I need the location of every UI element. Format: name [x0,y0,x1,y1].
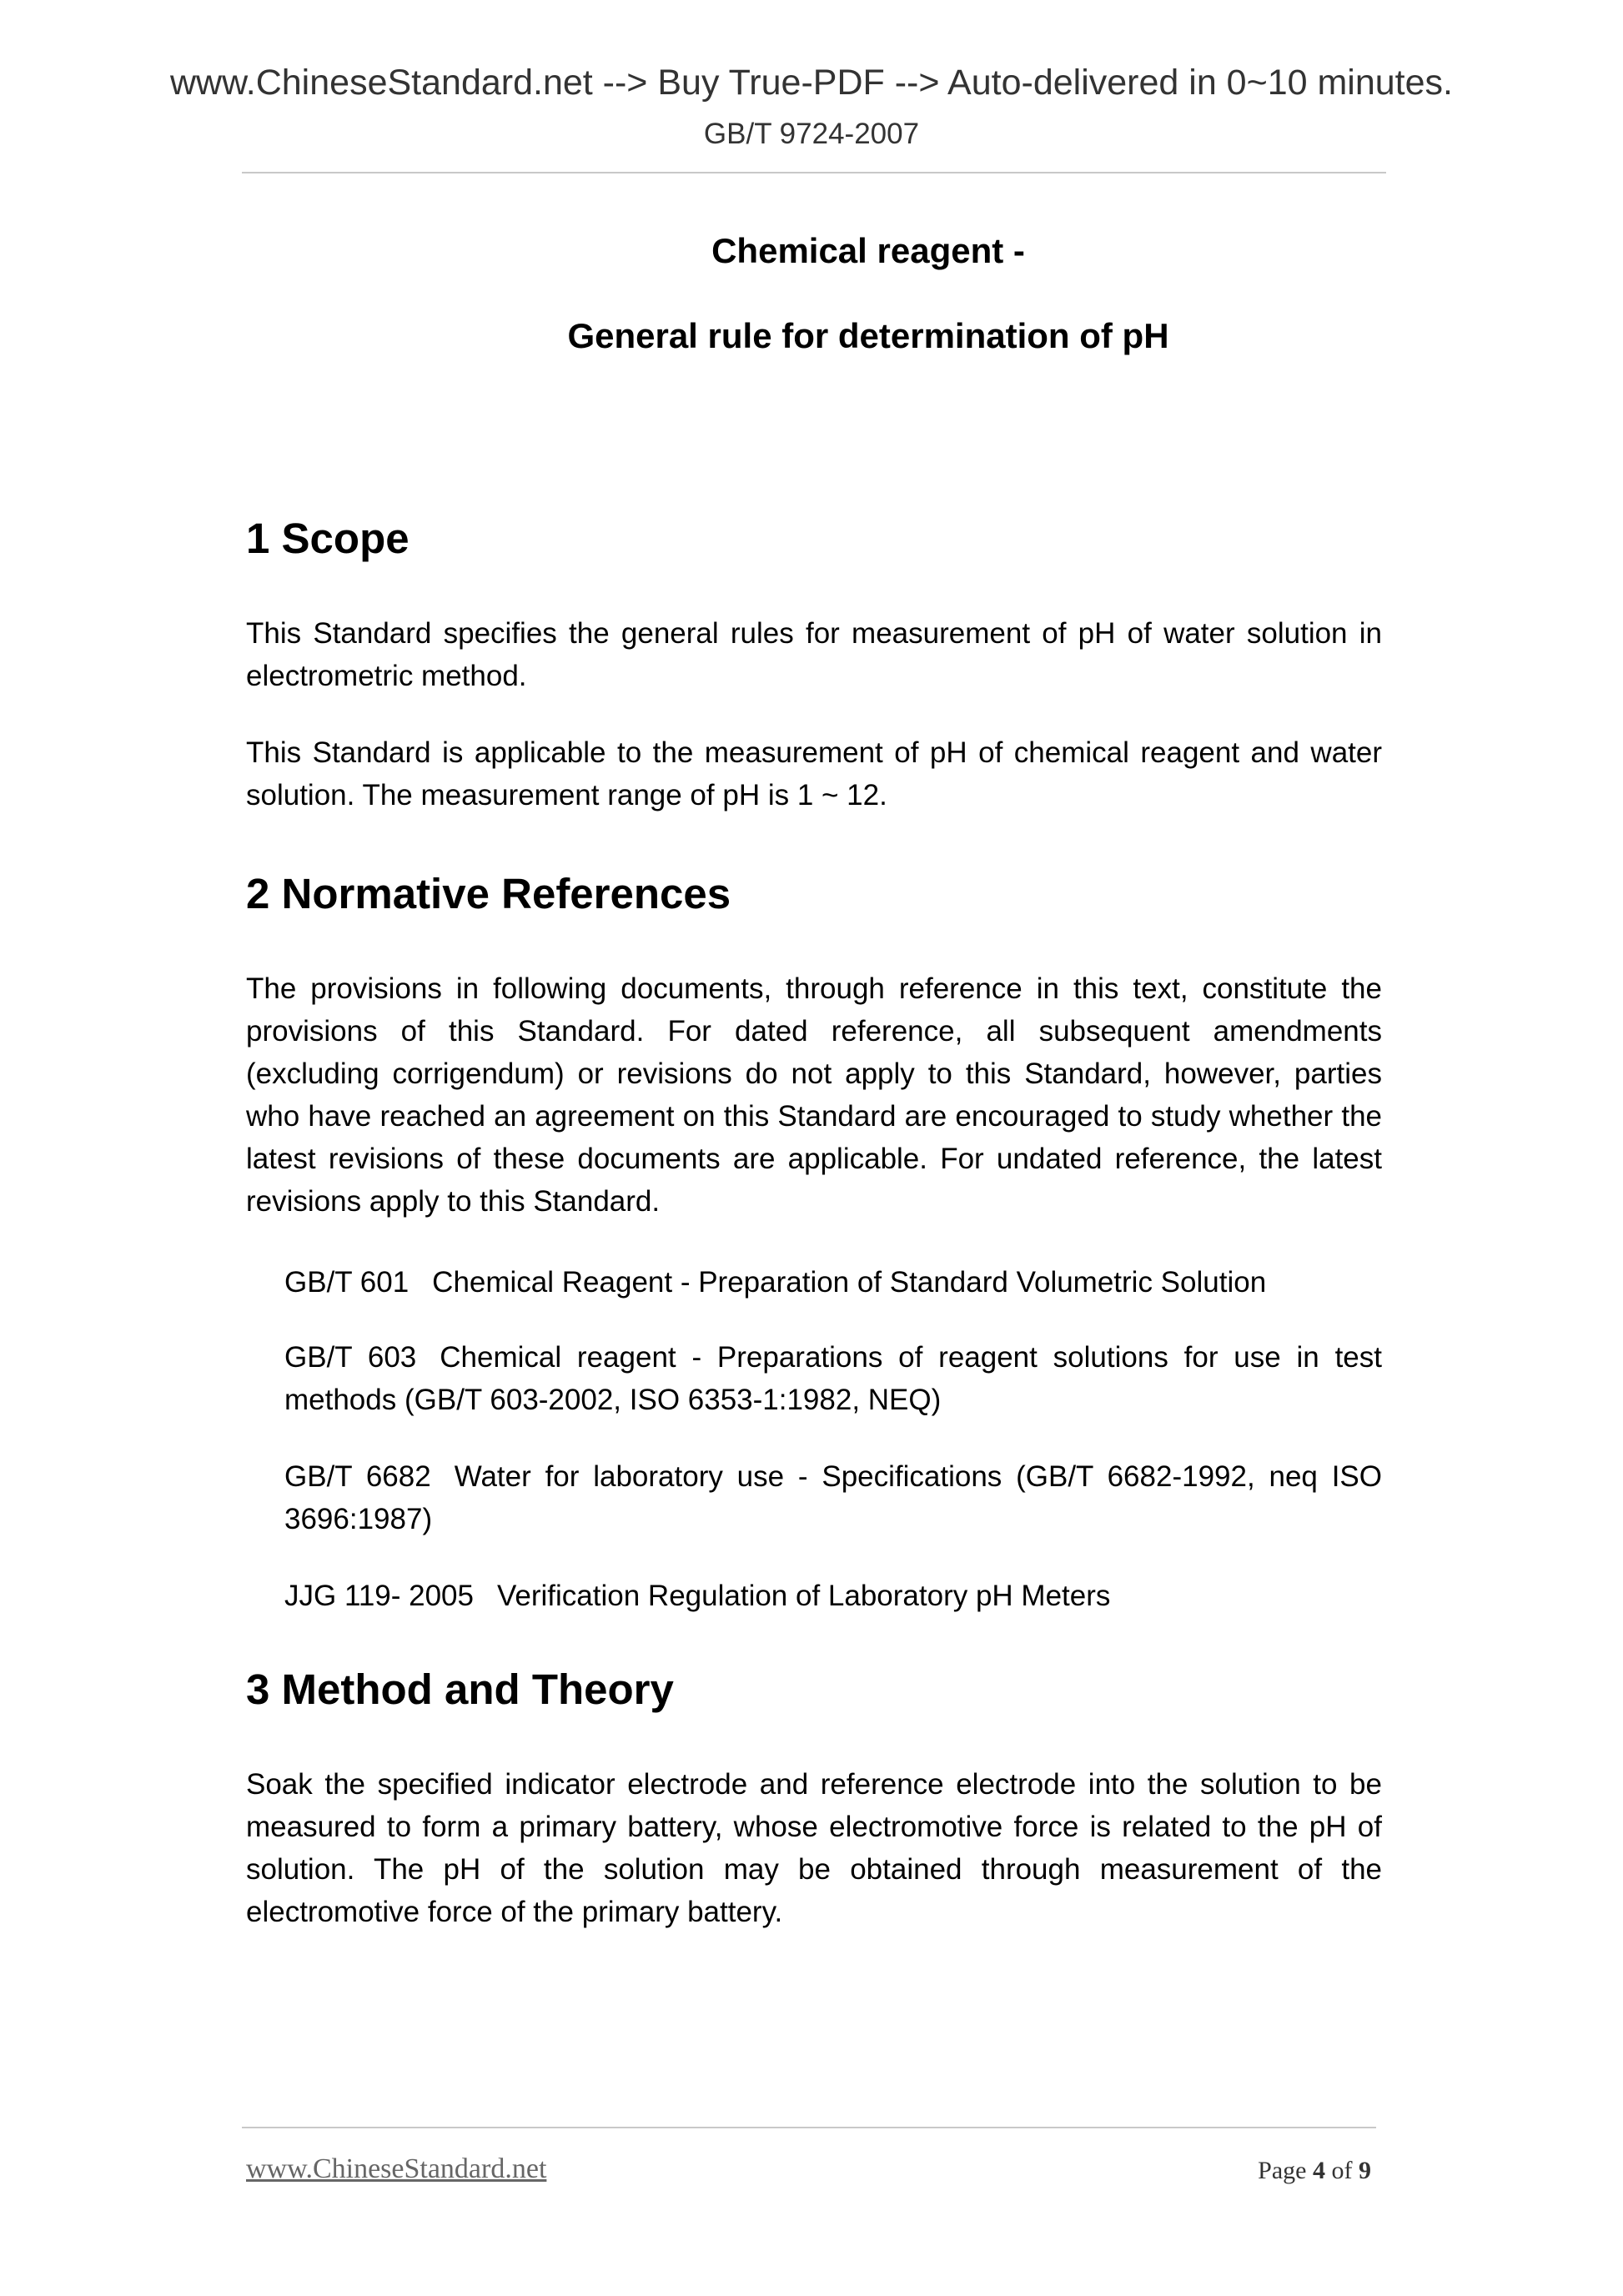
normative-paragraph: The provisions in following documents, through reference in this text, constitute the provisions of this Standard. For dated reference, all subsequent amendments (excluding corrigendum) or revisions do not apply to this Standard, however, parties who have reached an agreement on this Standard are encouraged to study whether the latest revisions of these documents are applicable. For undated reference, the latest revisions apply to this Standard. [246,972,1382,1218]
section-scope [246,517,1382,560]
scope-para-1-wrap [246,612,1382,697]
reference-code: GB/T 603 [284,1341,417,1374]
reference-code: JJG 119- 2005 [284,1580,474,1612]
scope-paragraph-2: This Standard is applicable to the measurement of pH of chemical reagent and water solution. The measurement range of pH is 1 ~ 12. [246,736,1382,811]
page-word: Page [1258,2157,1307,2184]
footer-divider [242,2127,1376,2128]
ref-item-4-wrap [246,1575,1382,1617]
section-normative [246,872,1382,915]
header-divider [242,172,1386,173]
reference-item [246,1455,1382,1540]
section-heading-normative: 2 Normative References [246,870,731,917]
standard-code: GB/T 9724-2007 [703,118,920,150]
method-paragraph: Soak the specified indicator electrode and reference electrode into the solution to be measured to form a primary battery, whose electromotive force is related to the pH of solution. The pH of the solution may be obtained through measurement of the electromotive force of the primary battery. [246,1768,1382,1928]
reference-title: Verification Regulation of Laboratory pH Meters [497,1580,1111,1612]
reference-code: GB/T 601 [284,1266,410,1299]
reference-code: GB/T 6682 [284,1460,431,1493]
section-method [246,1665,1382,1713]
reference-title: Water for laboratory use - Specifications (GB/T 6682-1992, neq ISO 3696:1987) [284,1460,1382,1535]
page-total: 9 [1359,2157,1371,2184]
ref-item-1-wrap [246,1261,1382,1304]
scope-para-2-wrap [246,731,1382,816]
reference-item [246,1575,1382,1617]
reference-item [246,1261,1382,1304]
ref-item-3-wrap [246,1455,1382,1540]
doc-title-line2: General rule for determination of pH [567,316,1169,355]
section-heading-scope: 1 Scope [246,515,410,562]
method-para-wrap [246,1763,1382,1933]
normative-para-wrap [246,967,1382,1223]
scope-paragraph-1: This Standard specifies the general rules for measurement of pH of water solution in electrometric method. [246,617,1382,692]
reference-title: Chemical reagent - Preparations of reagent solutions for use in test methods (GB/T 603-2002, ISO 6353-1:1982, NEQ) [284,1341,1382,1416]
section-heading-method: 3 Method and Theory [246,1665,674,1713]
reference-title: Chemical Reagent - Preparation of Standard Volumetric Solution [432,1266,1267,1299]
doc-title-line1: Chemical reagent - [711,231,1025,270]
top-banner: www.ChineseStandard.net --> Buy True-PDF --> Auto-delivered in 0~10 minutes. [169,63,1453,103]
page-indicator [1258,2158,1371,2183]
page-current: 4 [1313,2157,1325,2184]
ref-item-2-wrap [246,1336,1382,1421]
footer-site-link[interactable]: www.ChineseStandard.net [246,2153,547,2184]
reference-item [246,1336,1382,1421]
page-of: of [1331,2157,1353,2184]
